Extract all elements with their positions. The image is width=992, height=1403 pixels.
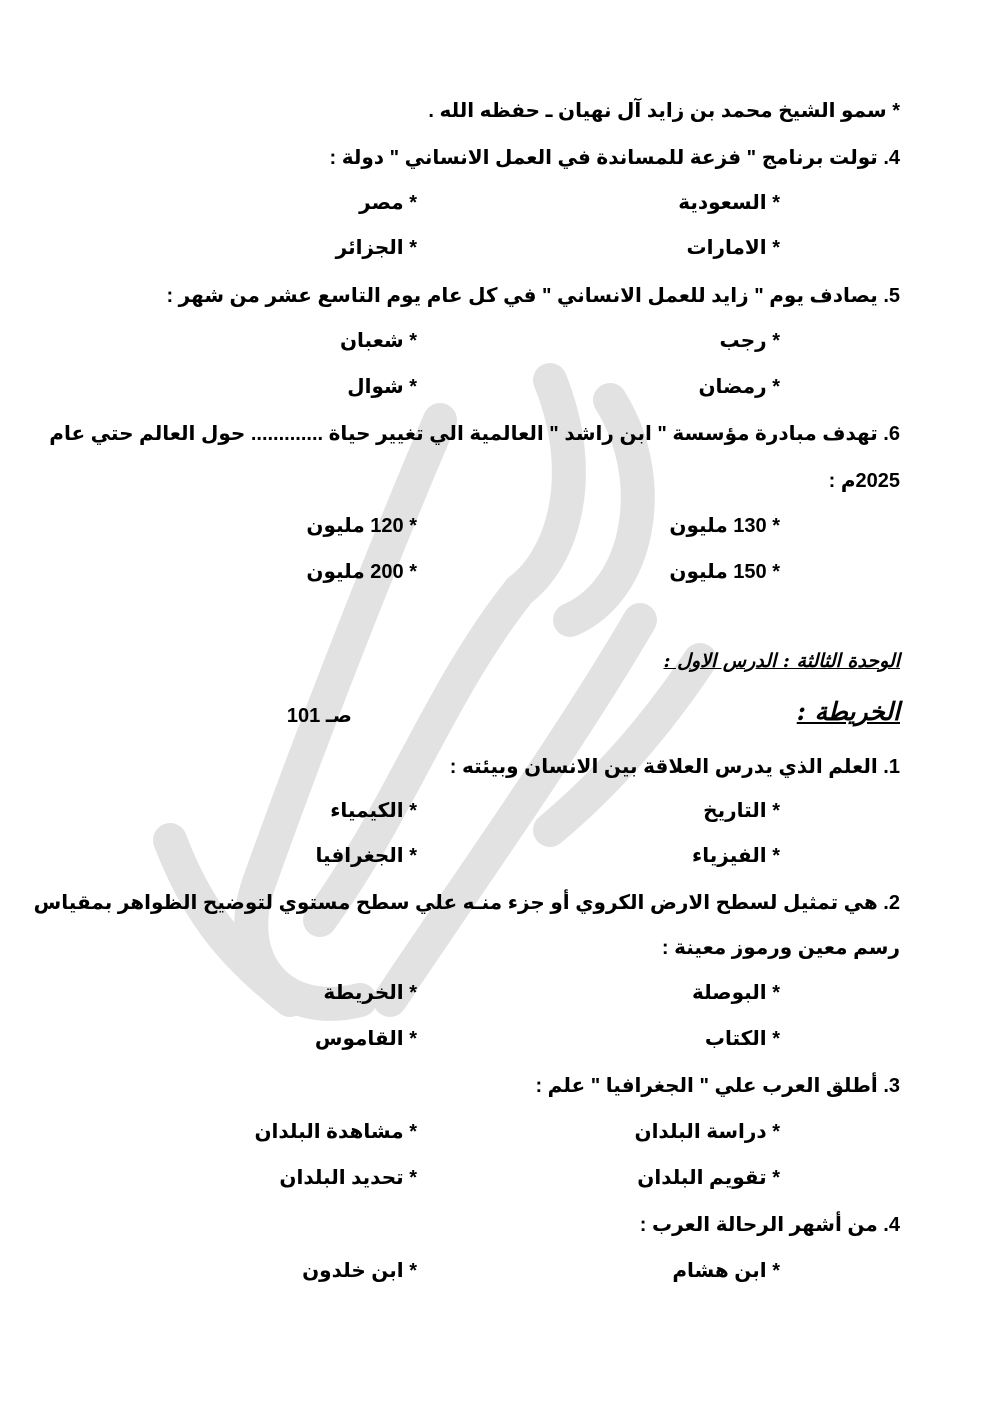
handwritten-watermark	[140, 360, 780, 1080]
question-6-line2: 2025م :	[828, 470, 900, 492]
option-6a: * 130 مليون	[669, 515, 780, 537]
option-l2a: * البوصلة	[691, 982, 780, 1004]
lesson-question-2-line1: 2. هي تمثيل لسطح الارض الكروي أو جزء منـه علي سطح مستوي لتوضيح الظواهر بمقياس	[33, 892, 900, 914]
lesson-title: الخريطة :	[796, 697, 900, 726]
intro-line: * سمو الشيخ محمد بن زايد آل نهيان ـ حفظه الله .	[428, 100, 900, 122]
question-4: 4. تولت برنامج " فزعة للمساندة في العمل الانساني " دولة :	[329, 147, 900, 169]
option-l2b: * الخريطة	[323, 982, 417, 1004]
option-6b: * 120 مليون	[306, 515, 417, 537]
option-l3b: * مشاهدة البلدان	[254, 1121, 417, 1143]
lesson-question-2-line2: رسم معين ورموز معينة :	[661, 937, 900, 959]
option-4d: * الجزائر	[335, 237, 417, 259]
option-l1c: * الفيزياء	[692, 845, 780, 867]
page-reference: صـ 101	[286, 705, 352, 727]
option-l2c: * الكتاب	[704, 1028, 780, 1050]
option-l4b: * ابن خلدون	[302, 1260, 417, 1282]
option-4b: * مصر	[359, 192, 417, 214]
lesson-question-1: 1. العلم الذي يدرس العلاقة بين الانسان وبيئته :	[449, 756, 900, 778]
option-l4a: * ابن هشام	[672, 1260, 780, 1282]
option-l1a: * التاريخ	[703, 800, 780, 822]
option-l3c: * تقويم البلدان	[637, 1167, 780, 1189]
question-6-line1: 6. تهدف مبادرة مؤسسة " ابن راشد " العالمية الي تغيير حياة ............. حول العالم حتي عام	[49, 423, 900, 445]
lesson-question-3: 3. أطلق العرب علي " الجغرافيا " علم :	[535, 1075, 900, 1097]
option-6d: * 200 مليون	[306, 561, 417, 583]
option-5c: * رمضان	[698, 376, 780, 398]
option-5b: * شعبان	[339, 330, 417, 352]
option-l2d: * القاموس	[314, 1028, 417, 1050]
lesson-question-4: 4. من أشهر الرحالة العرب :	[639, 1214, 900, 1236]
question-5: 5. يصادف يوم " زايد للعمل الانساني " في كل عام يوم التاسع عشر من شهر :	[166, 285, 900, 307]
option-4c: * الامارات	[686, 237, 780, 259]
unit-heading: الوحدة الثالثة : الدرس الاول :	[663, 650, 900, 672]
option-l3a: * دراسة البلدان	[634, 1121, 780, 1143]
option-l1d: * الجغرافيا	[315, 845, 417, 867]
option-l1b: * الكيمياء	[330, 800, 417, 822]
option-5a: * رجب	[719, 330, 780, 352]
option-5d: * شوال	[347, 376, 417, 398]
option-6c: * 150 مليون	[669, 561, 780, 583]
option-l3d: * تحديد البلدان	[279, 1167, 417, 1189]
option-4a: * السعودية	[678, 192, 780, 214]
